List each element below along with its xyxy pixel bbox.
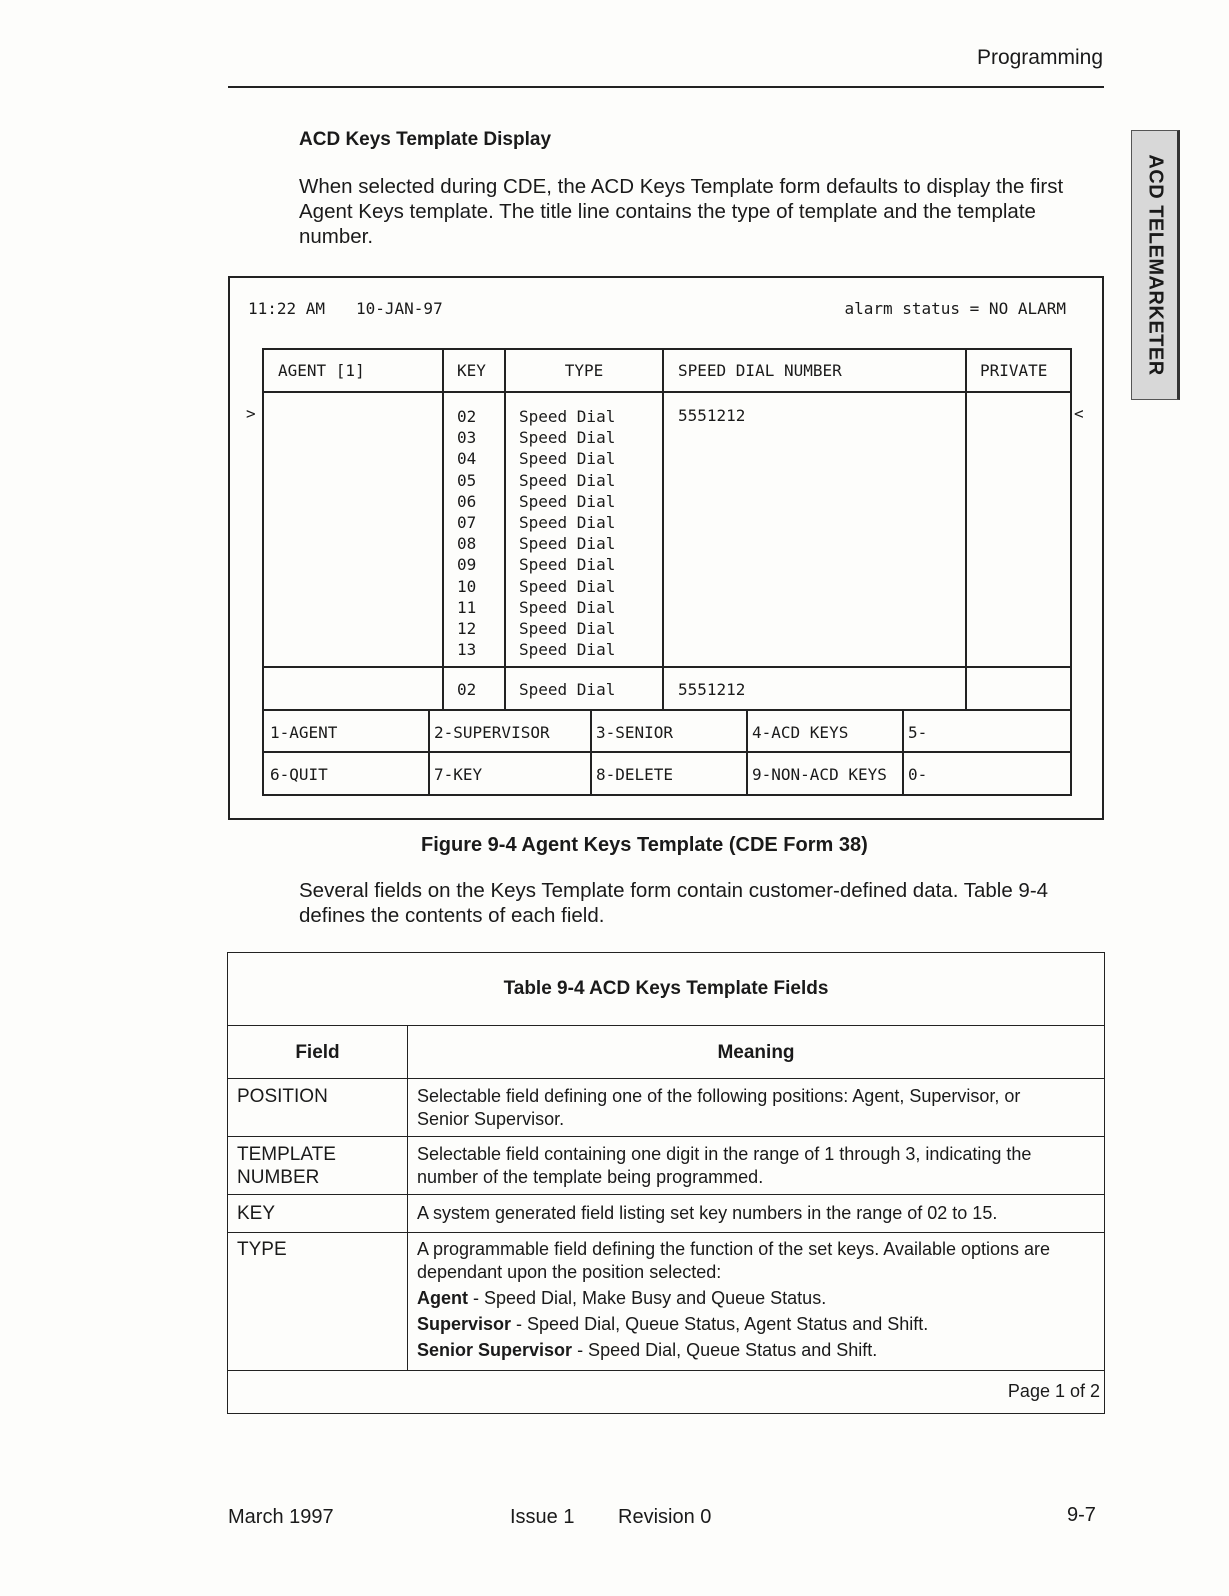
meaning-line: A system generated field listing set key numbers in the range of 02 to 15. [417, 1203, 998, 1223]
option-text: - Speed Dial, Queue Status, Agent Status and Shift. [511, 1314, 929, 1334]
meaning-column-header: Meaning [717, 1042, 795, 1063]
key-list [457, 406, 476, 660]
intro-paragraph [299, 174, 1109, 249]
private-header: PRIVATE [980, 361, 1048, 380]
header-rule [228, 86, 1104, 88]
key-number: 10 [457, 576, 477, 596]
meaning-line: dependant upon the position selected: [417, 1262, 722, 1282]
menu-quit[interactable]: 6-QUIT [270, 765, 328, 784]
key-type: Speed Dial [519, 491, 616, 511]
key-number: 12 [457, 619, 477, 639]
key-number: 03 [457, 428, 477, 448]
key-type: Speed Dial [519, 619, 616, 639]
key-number: 13 [457, 640, 477, 660]
menu-0[interactable]: 0- [908, 765, 928, 784]
key-number: 06 [457, 491, 477, 511]
field-column-header: Field [295, 1042, 340, 1063]
key-type: Speed Dial [519, 470, 616, 490]
key-type: Speed Dial [519, 513, 616, 533]
footer-date: March 1997 [228, 1506, 334, 1528]
type-header: TYPE [564, 361, 604, 380]
option-position: Agent [417, 1288, 468, 1308]
meaning-line: Selectable field defining one of the following positions: Agent, Supervisor, or [417, 1086, 1021, 1106]
type-option [417, 1313, 1097, 1336]
option-position: Supervisor [417, 1314, 512, 1334]
keys-template-grid [262, 348, 1072, 796]
running-head: Programming [976, 46, 1103, 69]
screen-time: 11:22 AM [248, 299, 326, 318]
edit-speed-dial-field[interactable]: 5551212 [678, 680, 746, 699]
meaning-cell [417, 1238, 1097, 1362]
cursor-right-marker: < [1074, 404, 1084, 423]
field-name: KEY [237, 1203, 276, 1224]
alarm-status: alarm status = NO ALARM [844, 299, 1066, 318]
table-page-note: Page 1 of 2 [1007, 1381, 1100, 1401]
type-option [417, 1287, 1097, 1310]
option-text: - Speed Dial, Make Busy and Queue Status. [468, 1288, 827, 1308]
meaning-cell [417, 1202, 1097, 1225]
footer-issue: Issue 1 [510, 1506, 575, 1528]
field-name: POSITION [237, 1086, 328, 1107]
key-type: Speed Dial [519, 407, 616, 426]
type-option [417, 1339, 1097, 1362]
meaning-cell [417, 1143, 1097, 1189]
footer-revision: Revision 0 [618, 1506, 712, 1528]
body-line: defines the contents of each field. [299, 904, 605, 927]
menu-supervisor[interactable]: 2-SUPERVISOR [434, 723, 550, 742]
speed-dial-header: SPEED DIAL NUMBER [678, 361, 842, 380]
key-number: 07 [457, 513, 477, 533]
cursor-left-marker: > [246, 404, 256, 423]
fields-table [227, 952, 1105, 1414]
menu-agent[interactable]: 1-AGENT [270, 723, 338, 742]
chapter-side-tab [1131, 130, 1180, 400]
key-number: 08 [457, 534, 477, 554]
key-header: KEY [457, 361, 486, 380]
meaning-line: Selectable field containing one digit in the range of 1 through 3, indicating the [417, 1144, 1032, 1164]
meaning-line: number of the template being programmed. [417, 1167, 764, 1187]
field-name: NUMBER [237, 1167, 320, 1188]
key-type: Speed Dial [519, 640, 616, 660]
menu-delete[interactable]: 8-DELETE [596, 765, 674, 784]
field-cell [237, 1143, 402, 1189]
intro-line: number. [299, 225, 374, 248]
key-type: Speed Dial [519, 555, 616, 575]
speed-dial-number: 5551212 [678, 406, 746, 425]
menu-senior[interactable]: 3-SENIOR [596, 723, 674, 742]
footer-page-number: 9-7 [1067, 1504, 1096, 1526]
key-type: Speed Dial [519, 576, 616, 596]
key-type: Speed Dial [519, 597, 616, 617]
menu-non-acd-keys[interactable]: 9-NON-ACD KEYS [752, 765, 887, 784]
meaning-line: Senior Supervisor. [417, 1109, 565, 1129]
key-type: Speed Dial [519, 428, 616, 448]
field-cell [237, 1202, 402, 1225]
option-text: - Speed Dial, Queue Status and Shift. [572, 1340, 878, 1360]
cde-form-screen [228, 276, 1104, 820]
meaning-line: A programmable field defining the function of the set keys. Available options are [417, 1239, 1051, 1259]
option-position: Senior Supervisor [417, 1340, 573, 1360]
type-list [519, 406, 615, 660]
edit-type-field[interactable]: Speed Dial [519, 680, 616, 699]
field-name: TYPE [237, 1239, 287, 1260]
table-title: Table 9-4 ACD Keys Template Fields [503, 978, 829, 999]
field-name: TEMPLATE [237, 1144, 336, 1165]
menu-key[interactable]: 7-KEY [434, 765, 483, 784]
key-number: 11 [457, 597, 477, 617]
field-cell [237, 1085, 402, 1108]
key-number: 09 [457, 555, 477, 575]
screen-date: 10-JAN-97 [356, 299, 443, 318]
figure-caption: Figure 9-4 Agent Keys Template (CDE Form 38) [421, 834, 868, 856]
menu-5[interactable]: 5- [908, 723, 928, 742]
key-number: 02 [457, 407, 477, 426]
body-line: Several fields on the Keys Template form contain customer-defined data. Table 9-4 [299, 879, 1049, 902]
menu-acd-keys[interactable]: 4-ACD KEYS [752, 723, 849, 742]
key-number: 05 [457, 470, 477, 490]
intro-line: Agent Keys template. The title line contains the type of template and the template [299, 200, 1036, 223]
meaning-cell [417, 1085, 1097, 1131]
key-type: Speed Dial [519, 449, 616, 469]
intro-line: When selected during CDE, the ACD Keys Template form defaults to display the first [299, 175, 1064, 198]
side-tab-label: ACD TELEMARKETER [1144, 154, 1166, 376]
body-paragraph [299, 878, 1109, 928]
field-cell [237, 1238, 402, 1261]
key-number: 04 [457, 449, 477, 469]
key-type: Speed Dial [519, 534, 616, 554]
agent-header: AGENT [1] [278, 361, 365, 380]
edit-key-field[interactable]: 02 [457, 680, 477, 699]
section-heading: ACD Keys Template Display [299, 129, 552, 150]
